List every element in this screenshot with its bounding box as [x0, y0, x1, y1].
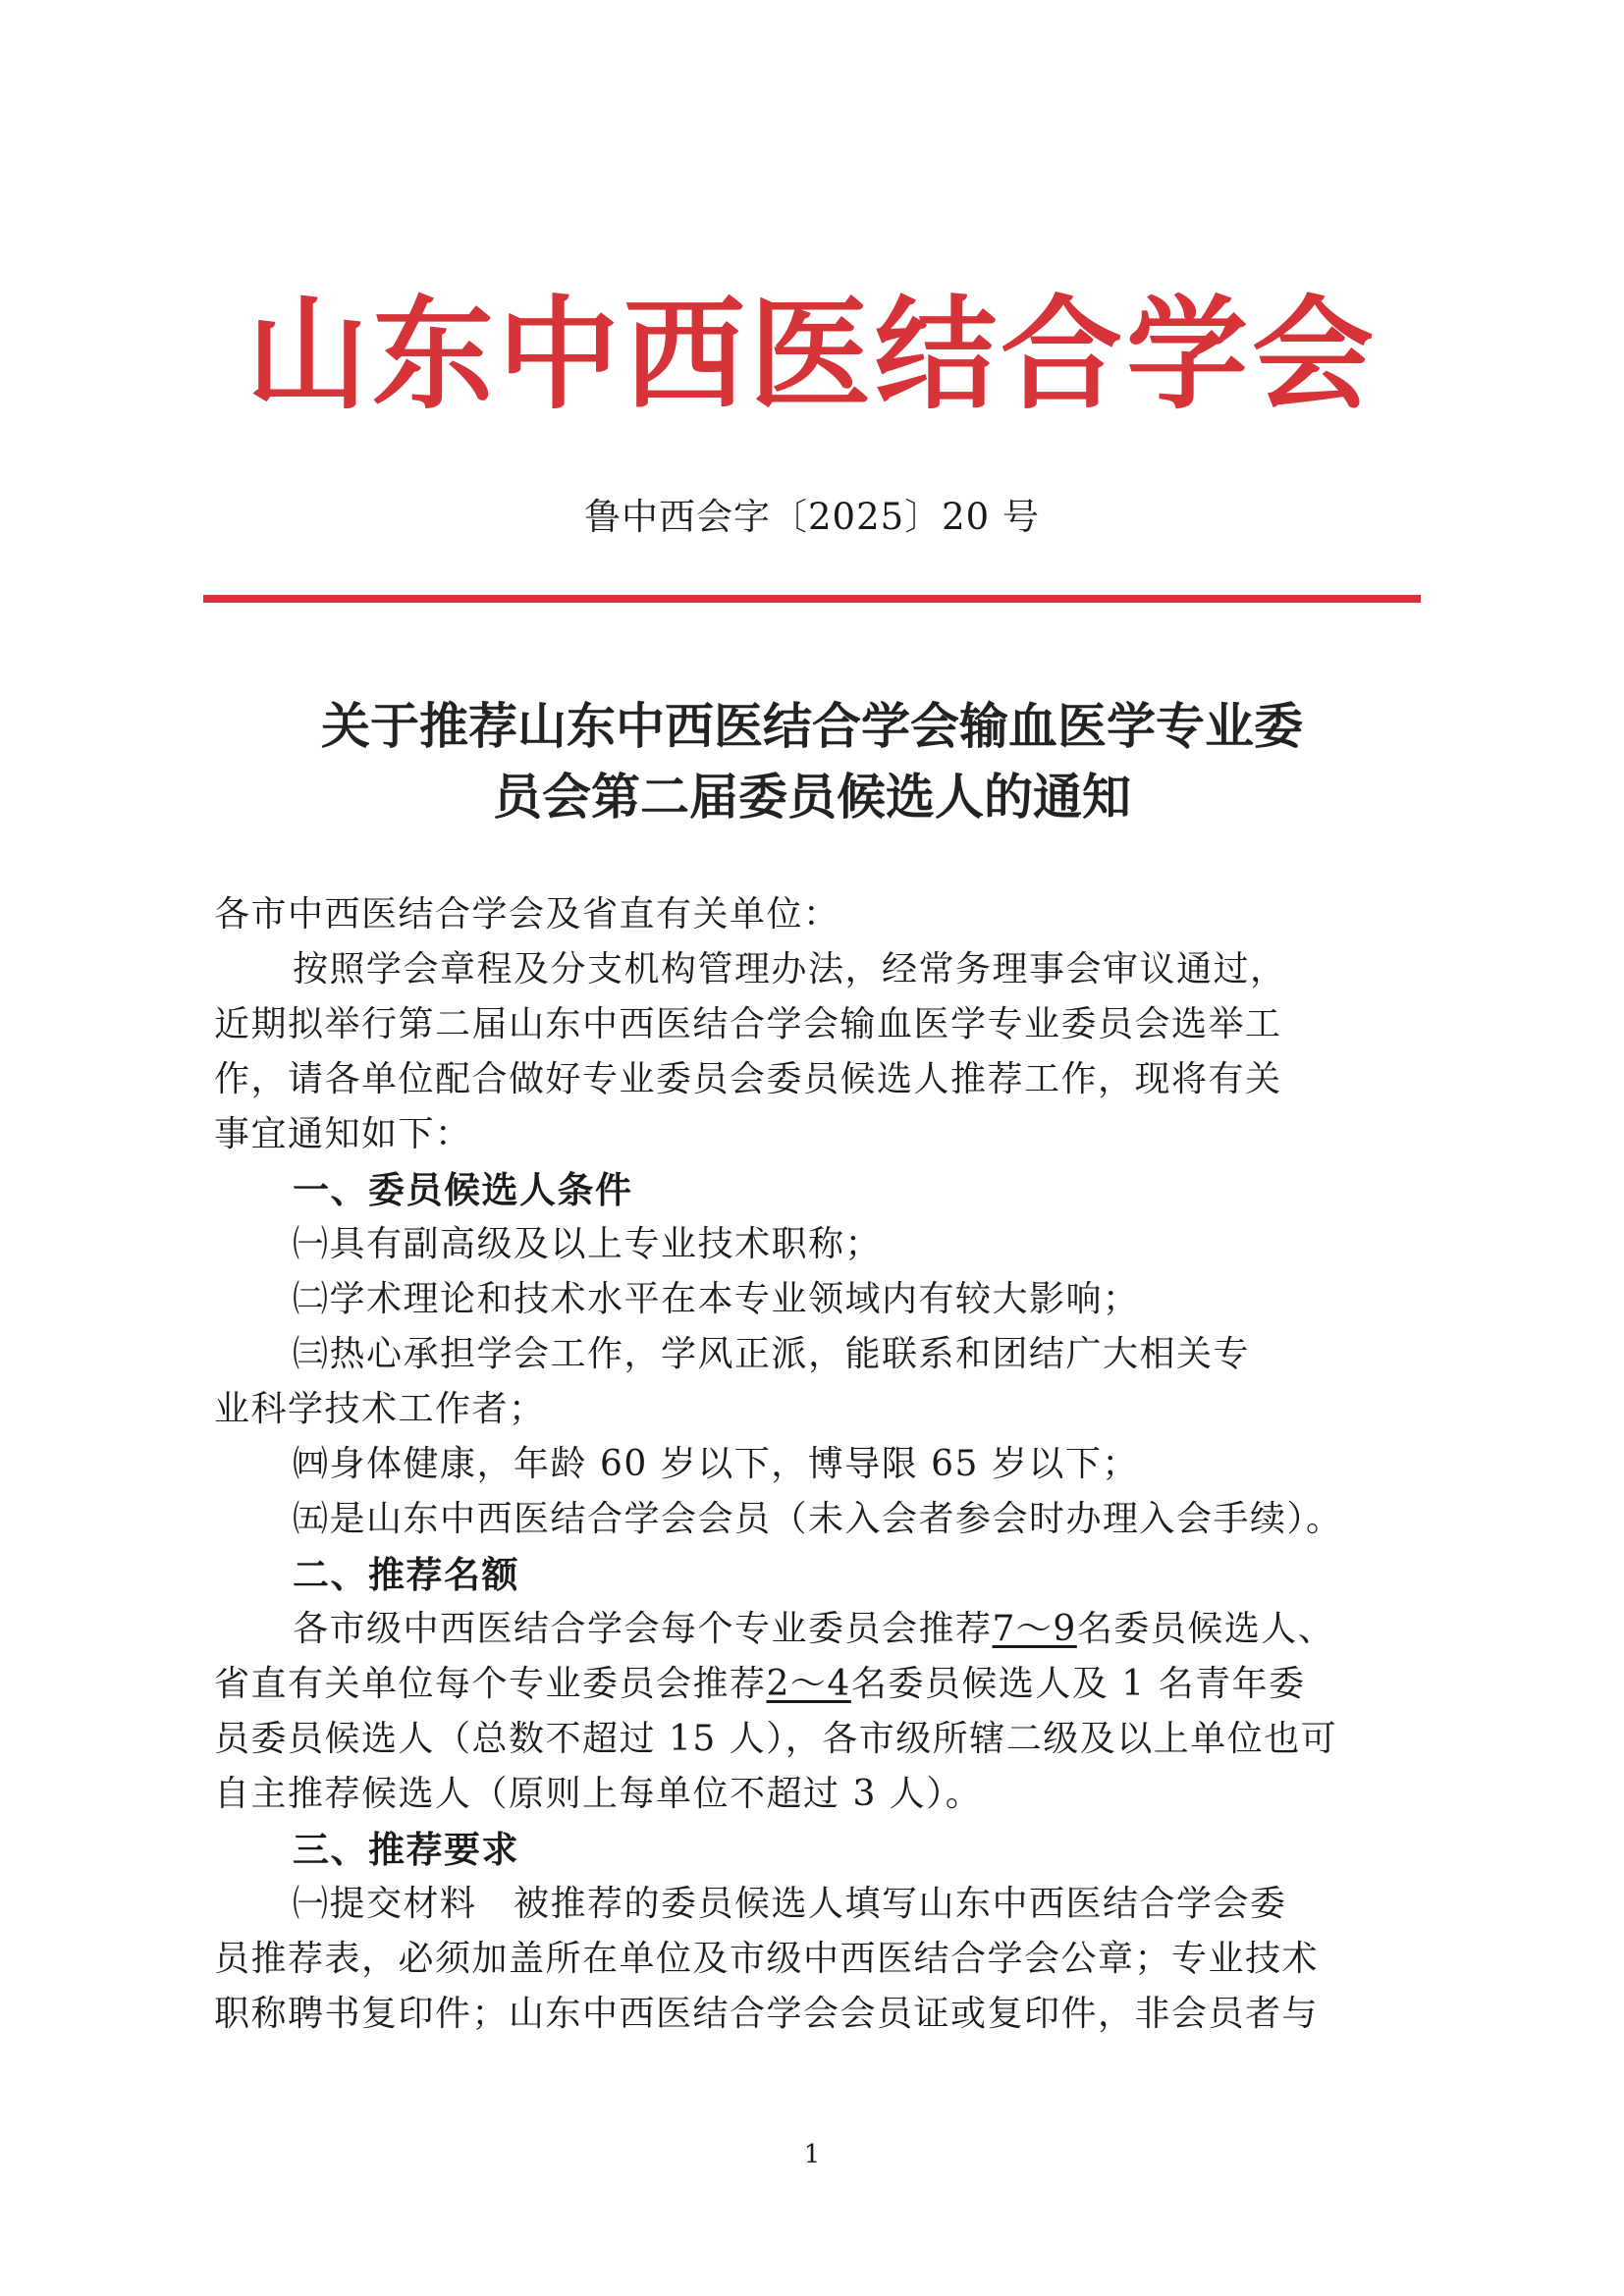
requirement-line-1: ㈠提交材料 被推荐的委员候选人填写山东中西医结合学会委	[293, 1884, 1287, 1924]
quota-city-range: 7～9	[992, 1609, 1077, 1649]
condition-item-1: ㈠具有副高级及以上专业技术职称；	[293, 1224, 883, 1264]
quota-provincial-range: 2～4	[766, 1664, 851, 1704]
notice-title-line-2: 员会第二届委员候选人的通知	[493, 769, 1131, 826]
requirement-line-3: 职称聘书复印件；山东中西医结合学会会员证或复印件，非会员者与	[214, 1994, 1320, 2034]
red-divider-line	[203, 595, 1421, 603]
condition-item-3-line-2: 业科学技术工作者；	[214, 1389, 546, 1429]
intro-line-4: 事宜通知如下：	[214, 1114, 472, 1154]
requirement-line-2: 员推荐表，必须加盖所在单位及市级中西医结合学会公章；专业技术	[214, 1939, 1320, 1979]
quota-line-3: 员委员候选人（总数不超过 15 人），各市级所辖二级及以上单位也可	[214, 1719, 1338, 1759]
quota-line-2-text-a: 省直有关单位每个专业委员会推荐	[214, 1664, 767, 1704]
intro-line-1: 按照学会章程及分支机构管理办法，经常务理事会审议通过，	[293, 949, 1287, 989]
salutation: 各市中西医结合学会及省直有关单位：	[214, 894, 840, 934]
organization-name-heading: 山东中西医结合学会	[245, 285, 1378, 426]
section-3-heading: 三、推荐要求	[293, 1829, 519, 1871]
condition-item-5: ㈤是山东中西医结合学会会员（未入会者参会时办理入会手续）。	[293, 1499, 1343, 1539]
intro-line-3: 作，请各单位配合做好专业委员会委员候选人推荐工作，现将有关	[214, 1059, 1282, 1099]
intro-line-2: 近期拟举行第二届山东中西医结合学会输血医学专业委员会选举工	[214, 1004, 1282, 1044]
page-number: 1	[803, 2140, 821, 2169]
condition-item-2: ㈡学术理论和技术水平在本专业领域内有较大影响；	[293, 1279, 1140, 1319]
section-1-heading: 一、委员候选人条件	[293, 1169, 633, 1211]
quota-line-1	[293, 1609, 1335, 1649]
quota-line-2-text-b: 名委员候选人及 1 名青年委	[850, 1664, 1306, 1704]
condition-item-4: ㈣身体健康，年龄 60 岁以下，博导限 65 岁以下；	[293, 1444, 1139, 1484]
notice-title	[0, 691, 1624, 832]
quota-line-1-text-b: 名委员候选人、	[1076, 1609, 1335, 1649]
quota-line-2	[214, 1664, 1306, 1704]
document-number: 鲁中西会字〔2025〕20 号	[583, 496, 1040, 538]
section-2-heading: 二、推荐名额	[293, 1554, 519, 1596]
condition-item-3-line-1: ㈢热心承担学会工作，学风正派，能联系和团结广大相关专	[293, 1334, 1251, 1374]
quota-line-4: 自主推荐候选人（原则上每单位不超过 3 人）。	[214, 1774, 983, 1814]
notice-title-line-1: 关于推荐山东中西医结合学会输血医学专业委	[321, 698, 1303, 755]
quota-line-1-text-a: 各市级中西医结合学会每个专业委员会推荐	[293, 1609, 993, 1649]
